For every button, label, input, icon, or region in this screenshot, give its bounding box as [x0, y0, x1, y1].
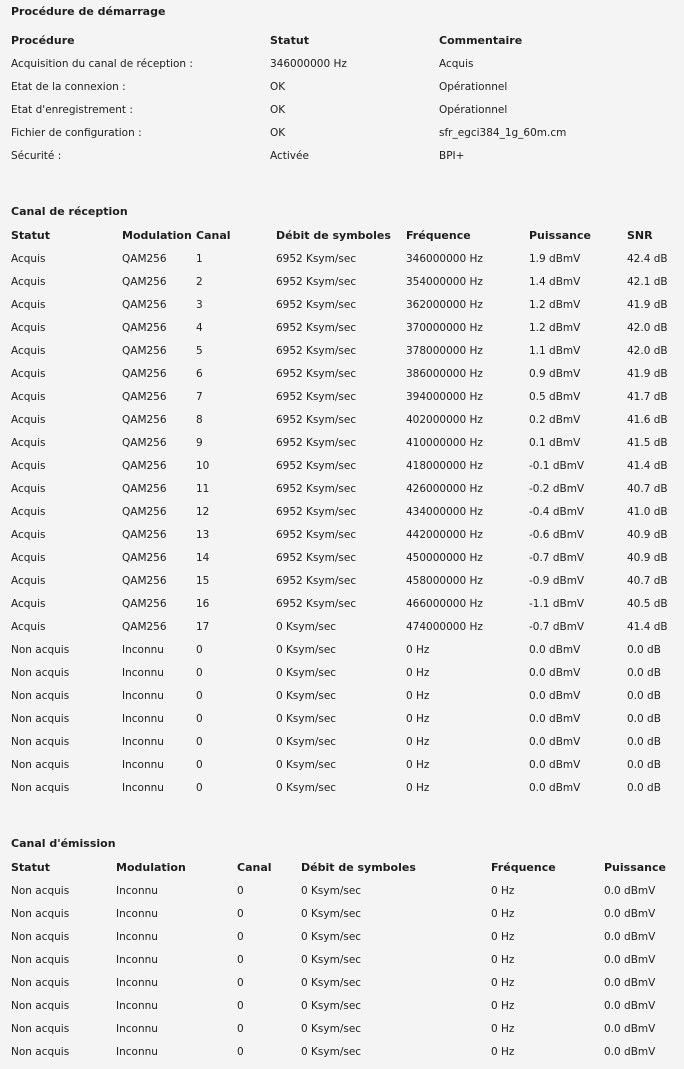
- downstream-table-row: [11, 454, 683, 477]
- upstream-table-row: [11, 902, 674, 925]
- downstream-cell: 362000000 Hz: [406, 298, 483, 311]
- downstream-cell: 42.0 dB: [627, 321, 668, 334]
- upstream-cell: 0.0 dBmV: [604, 1045, 656, 1058]
- upstream-column-header: Modulation: [116, 861, 186, 874]
- downstream-cell: Acquis: [11, 551, 46, 564]
- downstream-cell: QAM256: [122, 574, 167, 587]
- upstream-cell: 0 Ksym/sec: [301, 884, 362, 897]
- downstream-cell: 442000000 Hz: [406, 528, 483, 541]
- downstream-cell: -0.2 dBmV: [529, 482, 585, 495]
- downstream-cell: 0 Ksym/sec: [276, 735, 337, 748]
- downstream-section-title: Canal de réception: [11, 205, 128, 218]
- startup-cell: Acquisition du canal de réception :: [11, 57, 193, 70]
- downstream-table-row: [11, 684, 683, 707]
- upstream-cell: 0 Ksym/sec: [301, 999, 362, 1012]
- downstream-cell: QAM256: [122, 298, 167, 311]
- downstream-table: [11, 224, 683, 799]
- downstream-cell: Acquis: [11, 344, 46, 357]
- startup-column-header: Commentaire: [439, 34, 523, 47]
- upstream-cell: Non acquis: [11, 953, 70, 966]
- downstream-cell: Acquis: [11, 436, 46, 449]
- downstream-cell: 0.0 dBmV: [529, 712, 581, 725]
- downstream-cell: Acquis: [11, 321, 46, 334]
- downstream-cell: 0 Hz: [406, 643, 430, 656]
- downstream-cell: 0.2 dBmV: [529, 413, 581, 426]
- downstream-cell: 0 Hz: [406, 735, 430, 748]
- downstream-cell: Inconnu: [122, 781, 164, 794]
- downstream-cell: 0 Ksym/sec: [276, 758, 337, 771]
- downstream-cell: Non acquis: [11, 735, 70, 748]
- startup-cell: Acquis: [439, 57, 474, 70]
- downstream-cell: 0.0 dB: [627, 735, 661, 748]
- downstream-cell: 0: [196, 758, 203, 771]
- downstream-cell: 1.4 dBmV: [529, 275, 581, 288]
- downstream-cell: 0 Ksym/sec: [276, 712, 337, 725]
- downstream-cell: 354000000 Hz: [406, 275, 483, 288]
- startup-cell: Opérationnel: [439, 80, 508, 93]
- startup-header-row: [11, 29, 683, 52]
- downstream-cell: QAM256: [122, 551, 167, 564]
- downstream-cell: 0 Ksym/sec: [276, 620, 337, 633]
- startup-cell: Etat de la connexion :: [11, 80, 126, 93]
- downstream-table-row: [11, 707, 683, 730]
- downstream-cell: QAM256: [122, 620, 167, 633]
- upstream-cell: 0: [237, 999, 244, 1012]
- startup-cell: Activée: [270, 149, 309, 162]
- upstream-cell: 0 Ksym/sec: [301, 953, 362, 966]
- downstream-cell: 41.0 dB: [627, 505, 668, 518]
- downstream-cell: 386000000 Hz: [406, 367, 483, 380]
- downstream-table-row: [11, 408, 683, 431]
- upstream-cell: 0 Ksym/sec: [301, 1045, 362, 1058]
- downstream-cell: 41.4 dB: [627, 459, 668, 472]
- downstream-cell: QAM256: [122, 528, 167, 541]
- upstream-cell: 0 Hz: [491, 999, 515, 1012]
- upstream-cell: 0: [237, 884, 244, 897]
- startup-cell: OK: [270, 80, 286, 93]
- upstream-cell: Non acquis: [11, 907, 70, 920]
- downstream-cell: 458000000 Hz: [406, 574, 483, 587]
- downstream-cell: Inconnu: [122, 758, 164, 771]
- downstream-cell: 1.2 dBmV: [529, 321, 581, 334]
- startup-table-row: [11, 75, 683, 98]
- downstream-cell: 1.1 dBmV: [529, 344, 581, 357]
- downstream-cell: 9: [196, 436, 203, 449]
- downstream-cell: 41.5 dB: [627, 436, 668, 449]
- downstream-cell: 42.0 dB: [627, 344, 668, 357]
- downstream-cell: 0: [196, 689, 203, 702]
- upstream-cell: 0 Hz: [491, 953, 515, 966]
- downstream-cell: 40.9 dB: [627, 551, 668, 564]
- upstream-cell: 0: [237, 976, 244, 989]
- upstream-cell: Inconnu: [116, 953, 158, 966]
- startup-cell: sfr_egci384_1g_60m.cm: [439, 126, 567, 139]
- downstream-table-row: [11, 431, 683, 454]
- downstream-cell: 0.0 dB: [627, 758, 661, 771]
- startup-cell: BPI+: [439, 149, 465, 162]
- upstream-cell: 0 Hz: [491, 930, 515, 943]
- upstream-cell: 0.0 dBmV: [604, 976, 656, 989]
- upstream-column-header: Canal: [237, 861, 272, 874]
- downstream-cell: 434000000 Hz: [406, 505, 483, 518]
- downstream-column-header: Canal: [196, 229, 231, 242]
- downstream-cell: 0: [196, 666, 203, 679]
- downstream-cell: Inconnu: [122, 643, 164, 656]
- downstream-cell: 6952 Ksym/sec: [276, 413, 357, 426]
- upstream-cell: 0: [237, 907, 244, 920]
- downstream-cell: Inconnu: [122, 666, 164, 679]
- upstream-header-row: [11, 856, 674, 879]
- upstream-cell: Non acquis: [11, 1022, 70, 1035]
- downstream-cell: QAM256: [122, 344, 167, 357]
- downstream-cell: Acquis: [11, 390, 46, 403]
- downstream-cell: 0 Ksym/sec: [276, 689, 337, 702]
- downstream-cell: 0.0 dBmV: [529, 758, 581, 771]
- downstream-cell: 6952 Ksym/sec: [276, 597, 357, 610]
- downstream-cell: 0: [196, 712, 203, 725]
- startup-cell: Etat d'enregistrement :: [11, 103, 133, 116]
- downstream-cell: 0.0 dB: [627, 643, 661, 656]
- downstream-table-row: [11, 247, 683, 270]
- upstream-cell: 0 Ksym/sec: [301, 907, 362, 920]
- downstream-cell: 6952 Ksym/sec: [276, 390, 357, 403]
- upstream-column-header: Puissance: [604, 861, 666, 874]
- upstream-cell: Inconnu: [116, 1045, 158, 1058]
- downstream-cell: 0 Hz: [406, 666, 430, 679]
- upstream-cell: 0.0 dBmV: [604, 953, 656, 966]
- downstream-cell: 0.0 dBmV: [529, 666, 581, 679]
- downstream-table-row: [11, 569, 683, 592]
- upstream-cell: Inconnu: [116, 976, 158, 989]
- downstream-cell: 6952 Ksym/sec: [276, 505, 357, 518]
- downstream-cell: 41.4 dB: [627, 620, 668, 633]
- downstream-table-row: [11, 730, 683, 753]
- downstream-cell: Non acquis: [11, 643, 70, 656]
- downstream-cell: 6952 Ksym/sec: [276, 298, 357, 311]
- downstream-cell: Acquis: [11, 298, 46, 311]
- downstream-cell: 6952 Ksym/sec: [276, 459, 357, 472]
- downstream-cell: 0.0 dBmV: [529, 689, 581, 702]
- downstream-cell: Inconnu: [122, 689, 164, 702]
- downstream-table-row: [11, 753, 683, 776]
- downstream-cell: -0.9 dBmV: [529, 574, 585, 587]
- downstream-cell: Acquis: [11, 597, 46, 610]
- upstream-cell: Inconnu: [116, 907, 158, 920]
- downstream-cell: 0 Hz: [406, 689, 430, 702]
- downstream-cell: Acquis: [11, 620, 46, 633]
- upstream-cell: Non acquis: [11, 1045, 70, 1058]
- downstream-cell: 15: [196, 574, 210, 587]
- downstream-cell: 41.7 dB: [627, 390, 668, 403]
- upstream-column-header: Débit de symboles: [301, 861, 416, 874]
- downstream-cell: -0.7 dBmV: [529, 551, 585, 564]
- downstream-table-row: [11, 615, 683, 638]
- downstream-cell: 1: [196, 252, 203, 265]
- downstream-cell: QAM256: [122, 252, 167, 265]
- downstream-cell: QAM256: [122, 459, 167, 472]
- downstream-cell: Non acquis: [11, 712, 70, 725]
- downstream-cell: QAM256: [122, 321, 167, 334]
- upstream-cell: 0 Hz: [491, 976, 515, 989]
- downstream-cell: Non acquis: [11, 689, 70, 702]
- upstream-section-title: Canal d'émission: [11, 837, 116, 850]
- downstream-cell: QAM256: [122, 436, 167, 449]
- downstream-table-row: [11, 500, 683, 523]
- upstream-cell: Non acquis: [11, 930, 70, 943]
- downstream-cell: Acquis: [11, 459, 46, 472]
- startup-table-row: [11, 52, 683, 75]
- downstream-cell: 0: [196, 735, 203, 748]
- upstream-cell: 0 Hz: [491, 1045, 515, 1058]
- upstream-table-row: [11, 879, 674, 902]
- downstream-column-header: Statut: [11, 229, 50, 242]
- upstream-cell: 0 Ksym/sec: [301, 1022, 362, 1035]
- downstream-cell: 14: [196, 551, 210, 564]
- upstream-cell: Non acquis: [11, 976, 70, 989]
- downstream-cell: -0.1 dBmV: [529, 459, 585, 472]
- downstream-cell: 402000000 Hz: [406, 413, 483, 426]
- upstream-column-header: Statut: [11, 861, 50, 874]
- downstream-cell: 0.0 dB: [627, 689, 661, 702]
- downstream-cell: Inconnu: [122, 735, 164, 748]
- downstream-cell: 0.1 dBmV: [529, 436, 581, 449]
- downstream-cell: 1.2 dBmV: [529, 298, 581, 311]
- downstream-cell: QAM256: [122, 275, 167, 288]
- downstream-table-row: [11, 592, 683, 615]
- downstream-cell: QAM256: [122, 482, 167, 495]
- upstream-cell: 0.0 dBmV: [604, 930, 656, 943]
- upstream-cell: 0.0 dBmV: [604, 1022, 656, 1035]
- downstream-cell: 0 Hz: [406, 781, 430, 794]
- downstream-cell: 346000000 Hz: [406, 252, 483, 265]
- upstream-cell: 0: [237, 953, 244, 966]
- upstream-cell: 0 Ksym/sec: [301, 976, 362, 989]
- upstream-cell: Inconnu: [116, 1022, 158, 1035]
- downstream-cell: 418000000 Hz: [406, 459, 483, 472]
- upstream-table-row: [11, 925, 674, 948]
- downstream-cell: Non acquis: [11, 666, 70, 679]
- downstream-cell: Acquis: [11, 413, 46, 426]
- downstream-cell: Acquis: [11, 367, 46, 380]
- downstream-cell: 450000000 Hz: [406, 551, 483, 564]
- downstream-cell: 6952 Ksym/sec: [276, 551, 357, 564]
- downstream-cell: Inconnu: [122, 712, 164, 725]
- downstream-table-row: [11, 661, 683, 684]
- downstream-cell: 6952 Ksym/sec: [276, 321, 357, 334]
- downstream-cell: 13: [196, 528, 210, 541]
- upstream-cell: 0.0 dBmV: [604, 907, 656, 920]
- downstream-cell: 42.4 dB: [627, 252, 668, 265]
- downstream-cell: 8: [196, 413, 203, 426]
- downstream-cell: 16: [196, 597, 210, 610]
- upstream-table: [11, 856, 674, 1063]
- downstream-table-row: [11, 385, 683, 408]
- downstream-cell: 0.9 dBmV: [529, 367, 581, 380]
- downstream-cell: 40.7 dB: [627, 574, 668, 587]
- downstream-cell: -0.4 dBmV: [529, 505, 585, 518]
- upstream-table-row: [11, 994, 674, 1017]
- downstream-cell: 10: [196, 459, 210, 472]
- startup-cell: OK: [270, 126, 286, 139]
- downstream-cell: 6952 Ksym/sec: [276, 436, 357, 449]
- downstream-table-row: [11, 546, 683, 569]
- downstream-cell: 474000000 Hz: [406, 620, 483, 633]
- downstream-cell: 0.0 dB: [627, 781, 661, 794]
- downstream-cell: 40.7 dB: [627, 482, 668, 495]
- downstream-cell: 17: [196, 620, 210, 633]
- downstream-cell: 0 Ksym/sec: [276, 781, 337, 794]
- startup-cell: OK: [270, 103, 286, 116]
- downstream-cell: 410000000 Hz: [406, 436, 483, 449]
- downstream-cell: 6952 Ksym/sec: [276, 482, 357, 495]
- downstream-cell: 0.0 dBmV: [529, 643, 581, 656]
- downstream-cell: 0 Ksym/sec: [276, 666, 337, 679]
- downstream-cell: 41.9 dB: [627, 367, 668, 380]
- downstream-cell: 0.0 dB: [627, 666, 661, 679]
- downstream-column-header: Modulation: [122, 229, 192, 242]
- downstream-cell: 394000000 Hz: [406, 390, 483, 403]
- downstream-cell: 0: [196, 781, 203, 794]
- upstream-table-row: [11, 1040, 674, 1063]
- downstream-cell: 0.0 dB: [627, 712, 661, 725]
- downstream-cell: 6: [196, 367, 203, 380]
- downstream-cell: QAM256: [122, 367, 167, 380]
- downstream-cell: 40.9 dB: [627, 528, 668, 541]
- downstream-table-row: [11, 316, 683, 339]
- upstream-cell: 0: [237, 1045, 244, 1058]
- startup-section-title: Procédure de démarrage: [11, 5, 166, 18]
- downstream-cell: 41.9 dB: [627, 298, 668, 311]
- startup-table-row: [11, 121, 683, 144]
- upstream-cell: 0: [237, 1022, 244, 1035]
- upstream-column-header: Fréquence: [491, 861, 556, 874]
- upstream-cell: Non acquis: [11, 999, 70, 1012]
- downstream-cell: 426000000 Hz: [406, 482, 483, 495]
- downstream-table-row: [11, 339, 683, 362]
- downstream-cell: 378000000 Hz: [406, 344, 483, 357]
- downstream-cell: QAM256: [122, 597, 167, 610]
- upstream-cell: Non acquis: [11, 884, 70, 897]
- downstream-cell: 6952 Ksym/sec: [276, 367, 357, 380]
- upstream-cell: 0 Hz: [491, 907, 515, 920]
- downstream-cell: Acquis: [11, 275, 46, 288]
- downstream-cell: 0 Hz: [406, 758, 430, 771]
- downstream-cell: Acquis: [11, 482, 46, 495]
- downstream-table-row: [11, 638, 683, 661]
- downstream-cell: 0 Hz: [406, 712, 430, 725]
- upstream-cell: 0.0 dBmV: [604, 884, 656, 897]
- downstream-table-row: [11, 776, 683, 799]
- downstream-table-row: [11, 523, 683, 546]
- downstream-cell: 11: [196, 482, 210, 495]
- upstream-cell: Inconnu: [116, 999, 158, 1012]
- downstream-cell: 7: [196, 390, 203, 403]
- downstream-cell: -0.6 dBmV: [529, 528, 585, 541]
- downstream-cell: 6952 Ksym/sec: [276, 252, 357, 265]
- downstream-cell: 6952 Ksym/sec: [276, 528, 357, 541]
- downstream-cell: 466000000 Hz: [406, 597, 483, 610]
- downstream-cell: 370000000 Hz: [406, 321, 483, 334]
- downstream-cell: 0.0 dBmV: [529, 735, 581, 748]
- startup-column-header: Statut: [270, 34, 309, 47]
- startup-cell: 346000000 Hz: [270, 57, 347, 70]
- downstream-cell: 0: [196, 643, 203, 656]
- downstream-table-row: [11, 270, 683, 293]
- downstream-cell: Acquis: [11, 528, 46, 541]
- downstream-cell: 2: [196, 275, 203, 288]
- downstream-cell: -1.1 dBmV: [529, 597, 585, 610]
- downstream-cell: Non acquis: [11, 781, 70, 794]
- upstream-table-row: [11, 971, 674, 994]
- startup-table: [11, 29, 683, 167]
- downstream-cell: Acquis: [11, 252, 46, 265]
- downstream-cell: 0.0 dBmV: [529, 781, 581, 794]
- downstream-table-row: [11, 477, 683, 500]
- downstream-column-header: Puissance: [529, 229, 591, 242]
- startup-cell: Sécurité :: [11, 149, 62, 162]
- upstream-table-row: [11, 948, 674, 971]
- upstream-cell: 0 Ksym/sec: [301, 930, 362, 943]
- upstream-table-row: [11, 1017, 674, 1040]
- downstream-cell: Acquis: [11, 505, 46, 518]
- upstream-cell: Inconnu: [116, 884, 158, 897]
- downstream-cell: 40.5 dB: [627, 597, 668, 610]
- downstream-cell: 1.9 dBmV: [529, 252, 581, 265]
- downstream-cell: 6952 Ksym/sec: [276, 344, 357, 357]
- downstream-cell: 0 Ksym/sec: [276, 643, 337, 656]
- downstream-column-header: Fréquence: [406, 229, 471, 242]
- downstream-cell: 5: [196, 344, 203, 357]
- downstream-cell: 41.6 dB: [627, 413, 668, 426]
- downstream-cell: 6952 Ksym/sec: [276, 574, 357, 587]
- startup-column-header: Procédure: [11, 34, 75, 47]
- downstream-cell: 12: [196, 505, 210, 518]
- upstream-cell: 0: [237, 930, 244, 943]
- startup-cell: Fichier de configuration :: [11, 126, 142, 139]
- downstream-cell: 3: [196, 298, 203, 311]
- downstream-cell: QAM256: [122, 390, 167, 403]
- downstream-cell: -0.7 dBmV: [529, 620, 585, 633]
- downstream-table-row: [11, 362, 683, 385]
- downstream-cell: Acquis: [11, 574, 46, 587]
- upstream-cell: 0 Hz: [491, 1022, 515, 1035]
- upstream-cell: Inconnu: [116, 930, 158, 943]
- downstream-cell: QAM256: [122, 505, 167, 518]
- downstream-cell: Non acquis: [11, 758, 70, 771]
- upstream-cell: 0 Hz: [491, 884, 515, 897]
- downstream-header-row: [11, 224, 683, 247]
- startup-cell: Opérationnel: [439, 103, 508, 116]
- startup-table-row: [11, 144, 683, 167]
- downstream-cell: 42.1 dB: [627, 275, 668, 288]
- downstream-table-row: [11, 293, 683, 316]
- downstream-column-header: Débit de symboles: [276, 229, 391, 242]
- startup-table-row: [11, 98, 683, 121]
- downstream-cell: 6952 Ksym/sec: [276, 275, 357, 288]
- downstream-column-header: SNR: [627, 229, 653, 242]
- downstream-cell: QAM256: [122, 413, 167, 426]
- downstream-cell: 4: [196, 321, 203, 334]
- downstream-cell: 0.5 dBmV: [529, 390, 581, 403]
- upstream-cell: 0.0 dBmV: [604, 999, 656, 1012]
